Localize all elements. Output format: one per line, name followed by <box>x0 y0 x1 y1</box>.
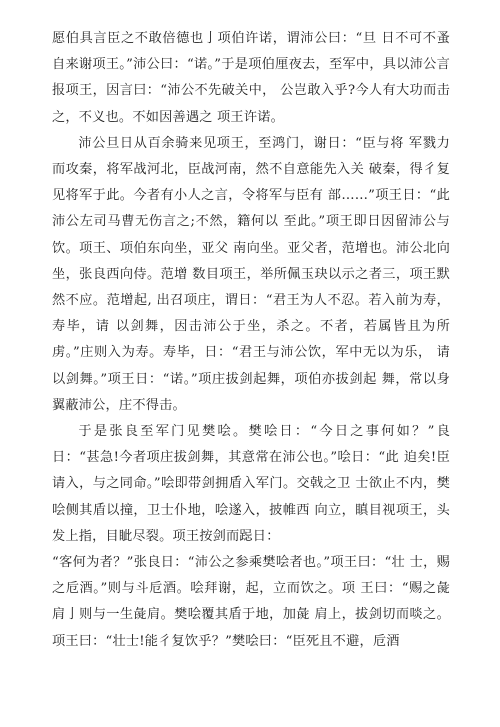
paragraph-3: 于是张良至军门见樊哙。樊哙日：“今日之事何如？”良 日：“甚急!今者项庄拔剑舞，其意常在沛公也。”哙日：“此 迫矣!臣请入，与之同命。”哙即带剑拥盾入军门。交戟之卫 士欲止不内，樊哙侧其盾以撞，卫士仆地，哙遂入，披帷西 向立，瞋目视项王，头发上指，目眦尽裂。项王按剑而跽日： <box>52 424 450 544</box>
paragraph-2: 沛公旦日从百余骑来见项王，至鸿门，谢日：“臣与将 军戮力而攻秦，将军战河北，臣战河南，然不自意能先入关 破秦，得彳复见将军于此。今者有小人之言，令将军与臣有 部……”项王日：“此沛公左司马曹无伤言之;不然，籍何以 至此。”项王即日因留沛公与饮。项王、项伯东向坐，亚父 南向坐。亚父者，范增也。沛公北向坐，张良西向侍。范增 数目项王，举所佩玉玦以示之者三，项王默然不应。范增起, 出召项庄，谓日：“君王为人不忍。若入前为寿，寿毕，请 以剑舞，因击沛公于坐，杀之。不者，若属皆且为所虏。”庄则入为寿。寿毕，日：“君王与沛公饮，军中无以为乐， 请以剑舞。”项王日：“诺。”项庄拔剑起舞，项伯亦拔剑起 舞，常以身翼蔽沛公，庄不得击。 <box>52 135 450 413</box>
paragraph-1: 愿伯具言臣之不敢倍德也亅项伯许诺，谓沛公曰：“旦 日不可不蚤自来谢项王。”沛公曰：“诺。”于是项伯厘夜去，至军中，具以沛公言报项王，因言曰：“沛公不先破关中， 公岂敢入乎?今人有大功而击之，不义也。不如因善遇之 项王许诺。 <box>52 31 450 125</box>
paragraph-4: “客何为者？”张良日：“沛公之参乘樊哙者也。”项王曰：“壮 士，赐之卮酒。”则与斗卮酒。哙拜谢，起，立而饮之。项 王曰：“赐之彘肩亅则与一生彘肩。樊哙覆其盾于地，加彘 肩上，拔剑切而啖之。项王曰：“壮士!能彳复饮乎？”樊哙曰：“臣死且不避，卮酒 <box>52 555 450 649</box>
